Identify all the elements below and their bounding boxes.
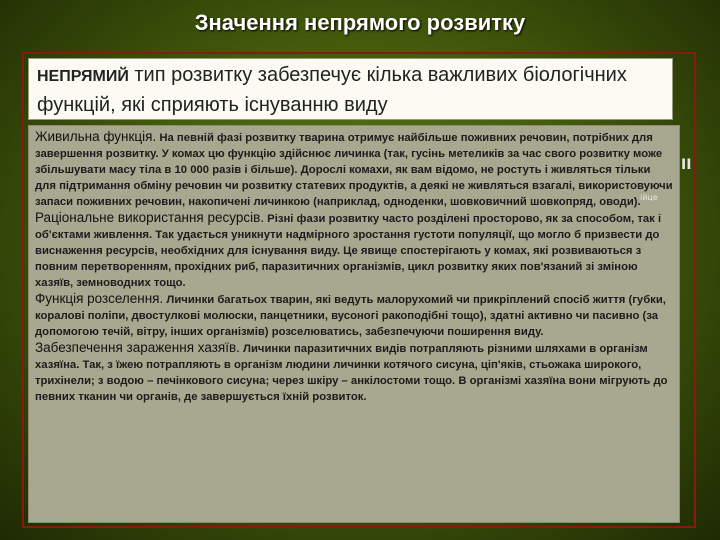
section-dispersal — [35, 291, 673, 340]
section-text: Личинки паразитичних видів потрапляють різними шляхами в організм хазяїна. Так, з їжею потрапляють в організм людини личинки котячого сисуна, ціп'яків, стьожака широкого, трихінели; з водою – печінкового сисуна; через шкіру – анкілостоми тощо. В організмі хазяїна вони мігрують до певних тканин чи органів, де завершується їхній розвиток. — [35, 343, 668, 403]
lead-text: тип розвитку забезпечує кілька важливих біологічних функцій, які сприяють існуванню виду — [37, 64, 627, 116]
section-heading: Раціональне використання ресурсів. — [35, 210, 265, 225]
section-resources — [35, 210, 673, 291]
section-infection — [35, 340, 673, 405]
overlap-note: ійце — [640, 193, 658, 202]
lead-box — [28, 58, 673, 120]
section-heading: Забезпечення зараження хазяїв. — [35, 340, 240, 355]
section-nutrition — [35, 129, 673, 210]
section-text: Різні фази розвитку часто розділені просторово, як за способом, так і об'єктами живлення. Так удається уникнути надмірного зростання густоти популяції, що могло б призвести до виснаження ресурсів, необхідних для існування виду. Це явище спостерігають у комах, які розвиваються з повним перетворенням, прохідних риб, паразитичних організмів, цикл розвитку яких пов'язаний зі зміною хазяїв, земноводних тощо. — [35, 213, 662, 289]
section-text: На певній фазі розвитку тварина отримує найбільше поживних речовин, потрібних для завершення розвитку. У комах цю функцію здійснює личинка (так, гусінь метеликів за час свого розвитку може збільшувати масу тіла в 10 000 разів і більше). Дорослі комахи, як вам відомо, не ростуть і живляться тільки для підтримання обміну речовин чи розвитку статевих продуктів, а деякі не живляться взагалі, використовуючи запаси поживних речовин, накопичені личинкою (наприклад, одноденки, шовковичний шовкопряд, оводи). — [35, 132, 673, 208]
lead-keyword: НЕПРЯМИЙ — [37, 68, 129, 85]
page-title: Значення непрямого розвитку — [194, 10, 526, 35]
side-mark: II — [681, 157, 692, 173]
section-heading: Функція розселення. — [35, 291, 164, 306]
section-heading: Живильна функція. — [35, 129, 157, 144]
body-box — [28, 125, 680, 523]
section-text: Личинки багатьох тварин, які ведуть малорухомий чи прикріплений спосіб життя (губки, коралові поліпи, двостулкові молюски, панцетники, вусоногі ракоподібні тощо), здатні активно чи пасивно (за допомогою течій, вітру, інших організмів) розселюватись, забезпечуючи поширення виду. — [35, 294, 666, 338]
lead-paragraph — [37, 61, 664, 119]
